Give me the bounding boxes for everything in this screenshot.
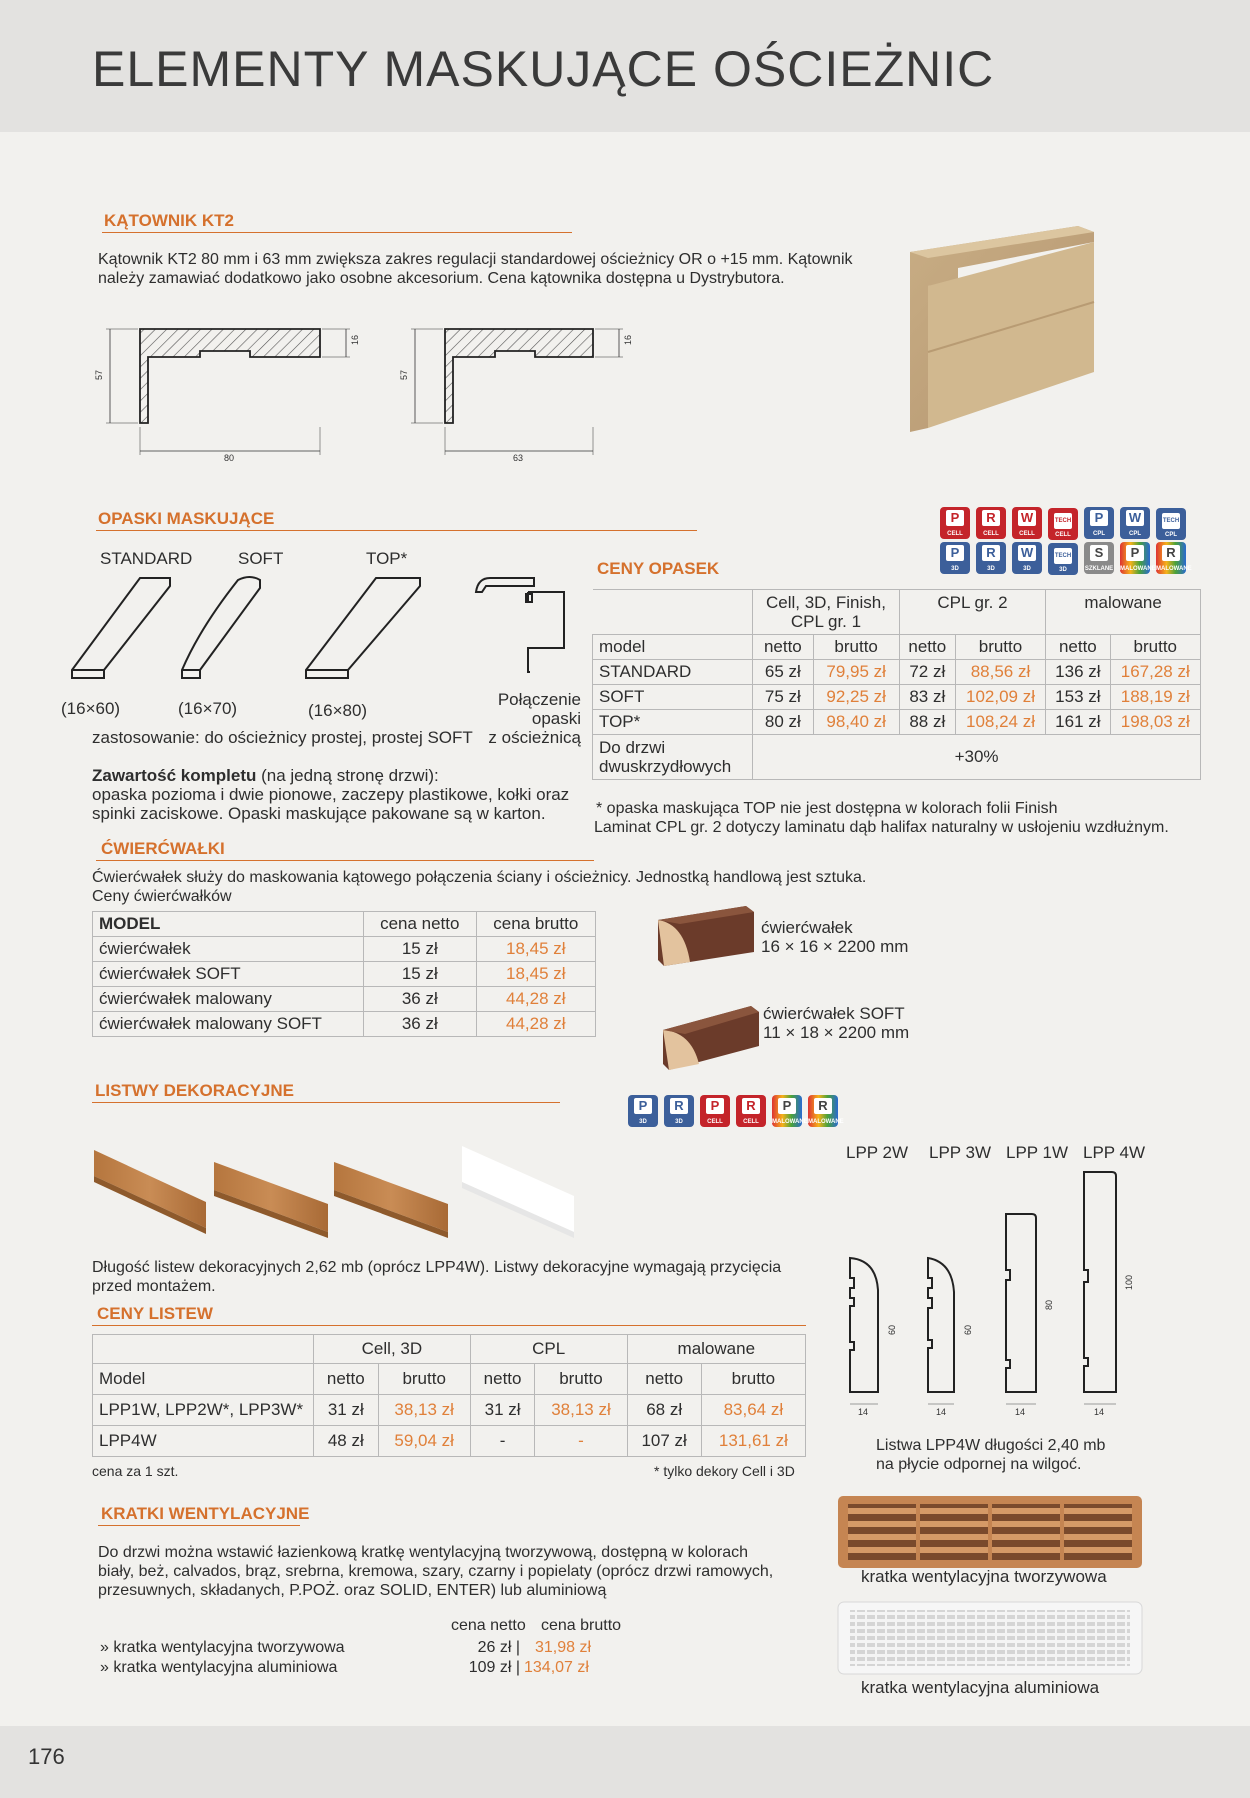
cell-model: ćwierćwałek [93, 937, 364, 962]
ceny-listew-table [92, 1334, 806, 1457]
dim-thick-b: 16 [623, 334, 633, 345]
lpp4w-note [876, 1436, 1105, 1474]
note-cpl: Laminat CPL gr. 2 dotyczy laminatu dąb halifax naturalny w usłojeniu wzdłużnym. [594, 819, 1169, 836]
cell-model: STANDARD [593, 660, 753, 685]
badge-s-szklane-icon [1084, 542, 1114, 574]
section-title-katownik: KĄTOWNIK KT2 [104, 211, 235, 230]
badge-tech-cell-icon [1048, 508, 1078, 540]
badge-p-malowane-icon [772, 1095, 808, 1127]
badge-sub: CELL [1019, 531, 1035, 537]
table-row [93, 1395, 806, 1426]
table-row [593, 735, 1201, 780]
page-title: ELEMENTY MASKUJĄCE OŚCIEŻNIC [92, 41, 995, 97]
note-top: * opaska maskująca TOP nie jest dostępna w kolorach folii Finish [596, 800, 1058, 817]
table-header-row [593, 590, 1201, 635]
profile-label-lpp3w: LPP 3W [929, 1143, 992, 1162]
badge-w-cell-icon [1012, 507, 1042, 539]
profile-label-lpp1w: LPP 1W [1006, 1143, 1069, 1162]
cell-model: LPP4W [93, 1426, 314, 1457]
badge-sub: 3D [639, 1119, 647, 1125]
katownik-63-drawing [395, 315, 665, 465]
table-row [593, 710, 1201, 735]
cell-brutto: 79,95 zł [813, 660, 899, 685]
section-divider [98, 1525, 300, 1526]
dim-h-2: 60 [963, 1324, 973, 1335]
badge-letter: P [634, 1098, 652, 1114]
subheader-brutto: brutto [378, 1364, 470, 1395]
cell-netto: 65 zł [753, 660, 813, 685]
dim-h-4: 100 [1124, 1274, 1134, 1290]
badge-sub: 3D [1059, 567, 1067, 573]
ceny-opasek-notes [594, 799, 1169, 837]
badge-letter: W [1126, 510, 1144, 526]
badge-letter: P [706, 1098, 724, 1114]
kit-line3: spinki zaciskowe. Opaski maskujące pakowane są w karton. [92, 804, 546, 823]
connection-line2: z ościeżnicą [488, 728, 581, 747]
opaski-kit [92, 766, 592, 823]
kratka-plastic-brutto: 31,98 zł [535, 1639, 592, 1656]
dim-h-1: 60 [887, 1324, 897, 1335]
cwiercwalki-prices-label: Ceny ćwierćwałków [92, 888, 232, 905]
section-title-listwy: LISTWY DEKORACYJNE [95, 1081, 294, 1100]
header-brutto: cena brutto [476, 912, 595, 937]
cell-model: SOFT [593, 685, 753, 710]
profile-size-top: (16×80) [308, 701, 368, 720]
kratka-alu-name: » kratka wentylacyjna aluminiowa [100, 1659, 338, 1676]
badge-letter: P [1090, 510, 1108, 526]
lpp4w-note-line2: na płycie odpornej na wilgoć. [876, 1456, 1082, 1473]
cell-netto: 136 zł [1046, 660, 1110, 685]
cell-brutto: 188,19 zł [1110, 685, 1200, 710]
cell-brutto: 98,40 zł [813, 710, 899, 735]
cell-netto: 80 zł [753, 710, 813, 735]
badge-w-cpl-icon [1120, 507, 1150, 539]
badge-p-3d-icon [628, 1095, 658, 1127]
cell-brutto: 59,04 zł [378, 1426, 470, 1457]
badge-letter: TECH [1054, 513, 1072, 529]
section-divider [92, 1325, 806, 1326]
cell-model: LPP1W, LPP2W*, LPP3W* [93, 1395, 314, 1426]
cell-netto: 83 zł [899, 685, 955, 710]
badge-letter: P [778, 1098, 796, 1114]
badge-letter: R [814, 1098, 832, 1114]
profile-name-top: TOP* [366, 549, 408, 568]
dim-width-63: 63 [513, 453, 524, 463]
group-header-cpl: CPL [470, 1335, 627, 1364]
cell-netto: 107 zł [627, 1426, 701, 1457]
subheader-model: Model [93, 1364, 314, 1395]
badge-r-malowane-icon [808, 1095, 844, 1127]
badge-w-3d-icon [1012, 542, 1042, 574]
opaski-profiles-drawing [60, 570, 440, 685]
cell-brutto: 88,56 zł [955, 660, 1045, 685]
cell-brutto: - [535, 1426, 627, 1457]
listwy-desc-line1: Długość listew dekoracyjnych 2,62 mb (oprócz LPP4W). Listwy dekoracyjne wymagają przycięcia [92, 1259, 782, 1276]
footer-band [0, 1726, 1250, 1798]
badge-letter: P [946, 545, 964, 561]
cell-netto: - [470, 1426, 535, 1457]
cell-netto: 75 zł [753, 685, 813, 710]
badge-letter: P [1126, 545, 1144, 561]
profile-name-soft: SOFT [238, 549, 284, 568]
kratka-alu-brutto: 134,07 zł [524, 1659, 589, 1676]
badge-tech-3d-icon [1048, 543, 1078, 575]
badge-r-3d-icon [664, 1095, 694, 1127]
cwiercwalek-dims: 16 × 16 × 2200 mm [761, 937, 909, 956]
dim-h-3: 80 [1044, 1299, 1054, 1310]
dim-width-80: 80 [224, 453, 235, 463]
subheader-netto: netto [1046, 635, 1110, 660]
cell-netto: 72 zł [899, 660, 955, 685]
kratka-alu-photo [836, 1600, 1144, 1676]
badge-sub: CPL [1129, 531, 1141, 537]
subheader-brutto: brutto [955, 635, 1045, 660]
ceny-listew-note-right: * tylko dekory Cell i 3D [654, 1463, 795, 1479]
cell-brutto: 44,28 zł [476, 987, 595, 1012]
subheader-brutto: brutto [813, 635, 899, 660]
table-subheader-row [93, 1364, 806, 1395]
section-title-kratki: KRATKI WENTYLACYJNE [101, 1504, 310, 1523]
table-header-row [93, 912, 596, 937]
cell-double-door: Do drzwi dwuskrzydłowych [593, 735, 753, 780]
dim-height-a: 57 [94, 369, 104, 380]
subheader-netto: netto [899, 635, 955, 660]
kratka-alu-netto: 109 zł | [468, 1659, 520, 1676]
kratki-header-brutto: cena brutto [541, 1617, 622, 1634]
cell-brutto: 18,45 zł [476, 962, 595, 987]
badges-listwy [628, 1095, 844, 1127]
badge-p-cell-icon [700, 1095, 730, 1127]
kratki-desc-line1: Do drzwi można wstawić łazienkową kratkę wentylacyjną tworzywową, dostępną w kolorach [98, 1544, 749, 1561]
group-header-cell: Cell, 3D, Finish, CPL gr. 1 [753, 590, 900, 635]
table-row [93, 987, 596, 1012]
dim-w-4: 14 [1094, 1407, 1105, 1417]
page-number: 176 [28, 1744, 65, 1769]
badge-sub: CELL [707, 1119, 723, 1125]
kratki-desc-line3: przesuwnych, składanych, P.POŻ. oraz SOLID, ENTER) lub aluminiową [98, 1582, 607, 1599]
subheader-model: model [593, 635, 753, 660]
table-row [593, 660, 1201, 685]
badge-letter: R [982, 545, 1000, 561]
kit-bold: Zawartość kompletu [92, 766, 257, 785]
cell-brutto: 131,61 zł [701, 1426, 805, 1457]
cell-netto: 31 zł [470, 1395, 535, 1426]
kratki-desc-line2: biały, beż, calvados, brąz, srebrna, kremowa, szary, czarny i popielaty (oprócz drzwi ramowych, [98, 1563, 774, 1580]
badge-letter: R [742, 1098, 760, 1114]
badge-p-cell-icon [940, 507, 970, 539]
badge-letter: TECH [1054, 548, 1072, 564]
group-header-malowane: malowane [627, 1335, 805, 1364]
cwiercwalek-soft-name: ćwierćwałek SOFT [763, 1004, 905, 1023]
dim-w-1: 14 [858, 1407, 869, 1417]
cell-netto: 15 zł [364, 962, 477, 987]
badge-letter: W [1018, 545, 1036, 561]
connection-line1: Połączenie opaski [497, 690, 581, 728]
section-title-opaski: OPASKI MASKUJĄCE [98, 509, 275, 528]
section-title-ceny-opasek: CENY OPASEK [597, 559, 720, 578]
cell-netto: 153 zł [1046, 685, 1110, 710]
cell-netto: 31 zł [314, 1395, 379, 1426]
badge-r-3d-icon [976, 542, 1006, 574]
cell-netto: 36 zł [364, 987, 477, 1012]
table-row [93, 1426, 806, 1457]
badge-letter: P [946, 510, 964, 526]
kit-line2: opaska pozioma i dwie pionowe, zaczepy plastikowe, kołki oraz [92, 785, 570, 804]
section-divider [92, 1102, 560, 1103]
cwiercwalek-info [761, 918, 908, 956]
kratka-plastic-name: » kratka wentylacyjna tworzywowa [100, 1639, 345, 1656]
cell-netto: 15 zł [364, 937, 477, 962]
section-divider [96, 860, 594, 861]
header-model: MODEL [93, 912, 364, 937]
cell-model: ćwierćwałek malowany SOFT [93, 1012, 364, 1037]
kratka-plastic-netto: 26 zł | [477, 1639, 520, 1656]
badge-sub: CELL [1055, 532, 1071, 538]
header-netto: cena netto [364, 912, 477, 937]
section-title-cwiercwalki: ĆWIERĆWAŁKI [101, 839, 225, 858]
badge-letter: W [1018, 510, 1036, 526]
table-row [93, 1012, 596, 1037]
katownik-desc-line1: Kątownik KT2 80 mm i 63 mm zwiększa zakres regulacji standardowej ościeżnicy OR o +15 mm. Kątownik [98, 251, 853, 268]
badge-letter: R [1162, 545, 1180, 561]
table-row [93, 937, 596, 962]
badge-letter: R [670, 1098, 688, 1114]
katownik-photo [898, 222, 1098, 432]
badge-r-malowane-icon [1156, 542, 1192, 574]
cell-netto: 48 zł [314, 1426, 379, 1457]
cwiercwalek-photo [650, 900, 760, 972]
cwiercwalek-name: ćwierćwałek [761, 918, 853, 937]
kit-rest: (na jedną stronę drzwi): [256, 766, 439, 785]
cell-model: ćwierćwałek SOFT [93, 962, 364, 987]
cell-netto: 68 zł [627, 1395, 701, 1426]
badge-letter: TECH [1162, 513, 1180, 529]
badge-sub: CPL [1093, 531, 1105, 537]
ceny-opasek-table [592, 589, 1201, 780]
kratki-header-netto: cena netto [451, 1617, 526, 1634]
kratka-alu-caption: kratka wentylacyjna aluminiowa [861, 1678, 1100, 1697]
subheader-brutto: brutto [701, 1364, 805, 1395]
badge-p-cpl-icon [1084, 507, 1114, 539]
dim-w-2: 14 [936, 1407, 947, 1417]
opaska-connection-drawing [468, 572, 578, 680]
cell-double-door-value: +30% [753, 735, 1201, 780]
cell-model: ćwierćwałek malowany [93, 987, 364, 1012]
profile-size-standard: (16×60) [61, 699, 121, 718]
kratki-desc [98, 1543, 808, 1600]
kratka-plastic-photo [836, 1494, 1144, 1570]
group-header-malowane: malowane [1046, 590, 1201, 635]
badge-sub: CELL [947, 531, 963, 537]
cwiercwalek-soft-info [763, 1004, 909, 1042]
profile-size-soft: (16×70) [178, 699, 238, 718]
cwiercwalek-soft-photo [655, 1000, 765, 1072]
badge-sub: 3D [675, 1119, 683, 1125]
profile-label-lpp2w: LPP 2W [846, 1143, 909, 1162]
listwy-desc [92, 1258, 832, 1296]
cell-brutto: 198,03 zł [1110, 710, 1200, 735]
badge-sub: CELL [983, 531, 999, 537]
badges-row-2 [940, 542, 1192, 575]
cell-netto: 88 zł [899, 710, 955, 735]
badge-sub: CELL [743, 1119, 759, 1125]
section-title-ceny-listew: CENY LISTEW [97, 1304, 213, 1323]
katownik-80-drawing [90, 315, 390, 465]
lpp4w-note-line1: Listwa LPP4W długości 2,40 mb [876, 1437, 1106, 1454]
cwiercwalki-table [92, 911, 596, 1037]
cell-brutto: 83,64 zł [701, 1395, 805, 1426]
cell-brutto: 108,24 zł [955, 710, 1045, 735]
badge-p-malowane-icon [1120, 542, 1156, 574]
cwiercwalki-desc-line: Ćwierćwałek służy do maskowania kątowego połączenia ściany i ościeżnicy. Jednostką handlową jest sztuka. [92, 869, 867, 886]
badge-sub: MALOWANE [1120, 566, 1156, 572]
badge-sub: MALOWANE [772, 1119, 808, 1125]
listwy-profiles-drawing [840, 1170, 1150, 1420]
badge-sub: SZKLANE [1084, 566, 1114, 572]
badges-row-1 [940, 507, 1192, 540]
subheader-netto: netto [470, 1364, 535, 1395]
cell-brutto: 102,09 zł [955, 685, 1045, 710]
section-divider [102, 232, 572, 233]
badge-r-cell-icon [736, 1095, 766, 1127]
cell-netto: 36 zł [364, 1012, 477, 1037]
dim-height-b: 57 [399, 369, 409, 380]
subheader-netto: netto [753, 635, 813, 660]
badge-sub: 3D [951, 566, 959, 572]
subheader-brutto: brutto [1110, 635, 1200, 660]
badge-p-3d-icon [940, 542, 970, 574]
group-header-cpl2: CPL gr. 2 [899, 590, 1045, 635]
katownik-description [98, 250, 898, 288]
badge-sub: 3D [987, 566, 995, 572]
badge-sub: MALOWANE [1156, 566, 1192, 572]
subheader-netto: netto [627, 1364, 701, 1395]
table-subheader-row [593, 635, 1201, 660]
cell-brutto: 38,13 zł [378, 1395, 470, 1426]
profile-label-lpp4w: LPP 4W [1083, 1143, 1146, 1162]
cell-brutto: 167,28 zł [1110, 660, 1200, 685]
badge-sub: CPL [1165, 532, 1177, 538]
badge-r-cell-icon [976, 507, 1006, 539]
subheader-netto: netto [314, 1364, 379, 1395]
group-header-cell3d: Cell, 3D [314, 1335, 471, 1364]
kratka-plastic-caption: kratka wentylacyjna tworzywowa [861, 1567, 1107, 1586]
table-header-row [93, 1335, 806, 1364]
badge-sub: 3D [1023, 566, 1031, 572]
ceny-listew-note-left: cena za 1 szt. [92, 1463, 179, 1479]
badge-tech-cpl-icon [1156, 508, 1186, 540]
cell-brutto: 92,25 zł [813, 685, 899, 710]
subheader-brutto: brutto [535, 1364, 627, 1395]
badge-letter: S [1090, 545, 1108, 561]
opaski-usage: zastosowanie: do ościeżnicy prostej, prostej SOFT [92, 728, 473, 747]
cell-brutto: 38,13 zł [535, 1395, 627, 1426]
cell-netto: 161 zł [1046, 710, 1110, 735]
badge-letter: R [982, 510, 1000, 526]
cell-brutto: 18,45 zł [476, 937, 595, 962]
table-row [93, 962, 596, 987]
cell-model: TOP* [593, 710, 753, 735]
cwiercwalek-soft-dims: 11 × 18 × 2200 mm [763, 1023, 910, 1042]
listwy-desc-line2: przed montażem. [92, 1278, 216, 1295]
dim-thick-a: 16 [350, 334, 360, 345]
katownik-desc-line2: należy zamawiać dodatkowo jako osobne akcesorium. Cena kątownika dostępna u Dystrybutora. [98, 270, 785, 287]
profile-name-standard: STANDARD [100, 549, 193, 568]
listwy-photos [88, 1140, 598, 1250]
dim-w-3: 14 [1015, 1407, 1026, 1417]
table-row [593, 685, 1201, 710]
badge-sub: MALOWANE [808, 1119, 844, 1125]
section-divider [96, 530, 697, 531]
cell-brutto: 44,28 zł [476, 1012, 595, 1037]
